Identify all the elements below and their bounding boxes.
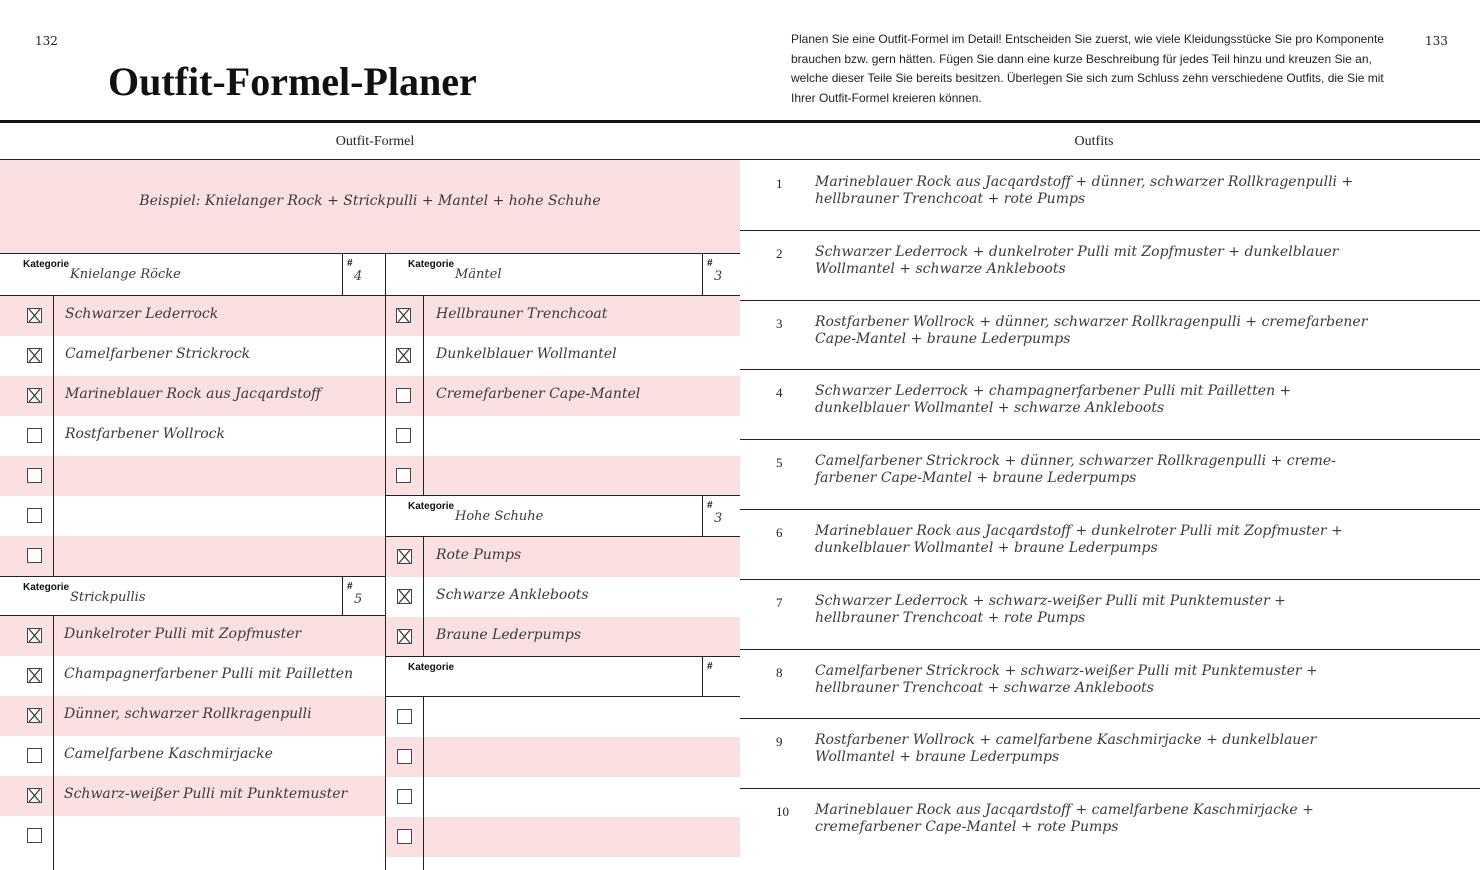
outfit-description-line[interactable]: Schwarzer Lederrock + dunkelroter Pulli mit Zopfmuster + dunkelblauer [815,243,1339,260]
category-count-divider [702,253,703,295]
item-row [0,656,385,696]
category-count-divider [342,253,343,295]
category-top-rule [0,253,385,254]
owned-checkbox[interactable] [27,788,42,803]
item-row [385,617,740,657]
category-label: Kategorie [23,259,70,270]
owned-checkbox[interactable] [397,789,412,804]
owned-checkbox[interactable] [397,549,412,564]
outfit-description-line[interactable]: farbener Cape-Mantel + braune Lederpumps [815,470,1137,487]
checkbox-divider [423,697,424,870]
intro-text: Planen Sie eine Outfit-Formel im Detail! Entscheiden Sie zuerst, wie viele Kleidungsstücke Sie pro Komponente brauchen bzw. gern hätten. Fügen Sie dann eine kurze Beschreibung für jedes Teil hinzu und kreuzen Sie an, welche dieser Teile Sie bereits besitzen. Überlegen Sie sich zum Schluss zehn verschiedene Outfits, die Sie mit Ihrer Outfit-Formel kreieren können. [791,32,1384,105]
item-description[interactable]: Dunkelblauer Wollmantel [436,346,617,362]
item-description[interactable]: Dünner, schwarzer Rollkragenpulli [64,706,312,722]
owned-checkbox[interactable] [27,548,42,563]
header-rule [0,120,1480,123]
item-row [0,616,385,656]
outfit-description-line[interactable]: Rostfarbener Wollrock + camelfarbene Kaschmirjacke + dunkelblauer [815,732,1317,749]
outfit-divider [740,509,1480,510]
owned-checkbox[interactable] [397,829,412,844]
item-row [385,376,740,416]
item-row [385,456,740,496]
category-count-divider [342,576,343,615]
outfit-number: 5 [776,455,783,471]
outfit-number: 1 [776,176,783,191]
owned-checkbox[interactable] [396,428,411,443]
item-description[interactable]: Hellbrauner Trenchcoat [436,306,608,322]
item-description[interactable]: Schwarzer Lederrock [65,306,219,322]
checkbox-divider [53,296,54,576]
outfit-divider [740,788,1480,789]
item-row [0,816,385,856]
item-row [385,697,740,737]
item-description[interactable]: Camelfarbene Kaschmirjacke [64,746,273,762]
outfit-description-line[interactable]: Wollmantel + schwarze Ankleboots [815,260,1066,277]
outfit-description-line[interactable]: Rostfarbener Wollrock + dünner, schwarzer Rollkragenpulli + cremefarbener [815,313,1368,330]
category-top-rule [385,656,740,657]
item-description[interactable]: Marineblauer Rock aus Jacqardstoff [65,386,322,402]
outfit-number: 4 [776,385,783,401]
owned-checkbox[interactable] [27,428,42,443]
category-count[interactable]: 5 [354,592,363,607]
checkbox-divider [53,616,54,870]
category-count[interactable]: 3 [714,511,723,526]
owned-checkbox[interactable] [27,828,42,843]
outfit-divider [740,649,1480,650]
outfit-description-line[interactable]: Camelfarbener Strickrock + dünner, schwarzer Rollkragenpulli + creme- [815,453,1336,470]
item-description[interactable]: Braune Lederpumps [436,627,582,643]
owned-checkbox[interactable] [27,348,42,363]
item-description[interactable]: Camelfarbener Strickrock [65,346,251,362]
item-description[interactable]: Champagnerfarbener Pulli mit Pailletten [64,666,354,682]
item-row [0,456,385,496]
owned-checkbox[interactable] [27,668,42,683]
item-row [385,537,740,577]
outfit-description-line[interactable]: Cape-Mantel + braune Lederpumps [815,330,1071,347]
outfit-description-line[interactable]: dunkelblauer Wollmantel + schwarze Ankleboots [815,400,1165,417]
item-description[interactable]: Rostfarbener Wollrock [65,426,225,442]
checkbox-divider [423,537,424,657]
outfit-description-line[interactable]: Schwarzer Lederrock + champagnerfarbener Pulli mit Pailletten + [815,383,1292,400]
owned-checkbox[interactable] [27,468,42,483]
outfit-number: 3 [776,315,783,331]
outfit-description-line[interactable]: Wollmantel + braune Lederpumps [815,749,1060,766]
category-top-rule [0,576,385,577]
count-label: # [707,661,713,672]
owned-checkbox[interactable] [27,708,42,723]
outfit-number: 6 [776,525,783,540]
owned-checkbox[interactable] [396,308,411,323]
item-row [0,736,385,776]
item-row [0,296,385,336]
category-name[interactable]: Hohe Schuhe [455,509,544,524]
outfit-description-line[interactable]: Marineblauer Rock aus Jacqardstoff + dünner, schwarzer Rollkragenpulli + [815,174,1354,190]
outfit-description-line[interactable]: Camelfarbener Strickrock + schwarz-weißer Pulli mit Punktemuster + [815,662,1318,679]
category-top-rule [385,253,740,254]
count-label: # [347,258,353,269]
category-name[interactable]: Strickpullis [70,590,146,605]
owned-checkbox[interactable] [27,508,42,523]
outfit-number: 9 [776,734,783,750]
outfit-divider [740,579,1480,580]
item-row [385,416,740,456]
outfit-description-line[interactable]: hellbrauner Trenchcoat + rote Pumps [815,191,1086,207]
outfit-number: 2 [776,245,783,261]
outfit-description-line[interactable]: Schwarzer Lederrock + schwarz-weißer Pulli mit Punktemuster + [815,592,1286,609]
page-number-right: 133 [1425,34,1448,48]
category-count[interactable]: 4 [354,269,363,284]
category-name[interactable]: Mäntel [455,267,502,282]
owned-checkbox[interactable] [396,388,411,403]
outfit-description-line[interactable]: Marineblauer Rock aus Jacqardstoff + camelfarbene Kaschmirjacke + [815,802,1314,819]
item-row [385,336,740,376]
item-description[interactable]: Rote Pumps [436,547,522,563]
category-label: Kategorie [408,501,455,512]
item-row [385,296,740,336]
owned-checkbox[interactable] [397,709,412,724]
item-description[interactable]: Schwarze Ankleboots [436,587,589,603]
item-row [0,336,385,376]
count-label: # [707,500,713,511]
category-label: Kategorie [408,259,455,270]
outfit-divider [740,369,1480,370]
item-row [0,696,385,736]
count-label: # [707,258,713,269]
item-row [0,776,385,816]
owned-checkbox[interactable] [397,629,412,644]
item-row [385,577,740,617]
item-row [0,536,385,576]
outfit-divider [740,439,1480,440]
category-count-divider [702,495,703,536]
outfit-number: 7 [776,594,783,610]
item-row [385,737,740,777]
checkbox-divider [423,296,424,496]
item-row [385,817,740,857]
outfit-description-line[interactable]: Marineblauer Rock aus Jacqardstoff + dunkelroter Pulli mit Zopfmuster + [815,523,1343,539]
item-row [0,416,385,456]
owned-checkbox[interactable] [27,308,42,323]
outfit-number: 10 [776,804,789,820]
outfit-formula-header: Outfit-Formel [335,134,415,149]
category-name[interactable]: Knielange Röcke [70,267,181,282]
category-top-rule [385,495,740,496]
owned-checkbox[interactable] [27,628,42,643]
item-row [0,376,385,416]
item-row [385,777,740,817]
column-divider [385,253,386,870]
outfits-header: Outfits [1074,134,1114,149]
item-description[interactable]: Cremefarbener Cape-Mantel [436,386,641,402]
page-number-left: 132 [35,34,58,48]
item-row [0,496,385,536]
owned-checkbox[interactable] [27,388,42,403]
outfit-divider [740,718,1480,719]
category-count[interactable]: 3 [714,269,723,284]
owned-checkbox[interactable] [397,589,412,604]
category-count-divider [702,656,703,696]
outfit-description-line[interactable]: hellbrauner Trenchcoat + rote Pumps [815,609,1086,626]
category-label: Kategorie [23,582,70,593]
outfit-description-line[interactable]: hellbrauner Trenchcoat + schwarze Ankleboots [815,679,1154,696]
item-description[interactable]: Dunkelroter Pulli mit Zopfmuster [64,626,302,642]
owned-checkbox[interactable] [396,348,411,363]
count-label: # [347,581,353,592]
example-formula[interactable]: Beispiel: Knielanger Rock + Strickpulli + Mantel + hohe Schuhe [139,193,601,209]
category-label: Kategorie [408,662,455,673]
owned-checkbox[interactable] [396,468,411,483]
outfit-divider [740,230,1480,231]
outfit-description-line[interactable]: cremefarbener Cape-Mantel + rote Pumps [815,819,1119,836]
item-description[interactable]: Schwarz-weißer Pulli mit Punktemuster [64,786,348,802]
owned-checkbox[interactable] [27,748,42,763]
owned-checkbox[interactable] [397,749,412,764]
outfit-divider [740,300,1480,301]
page-title: Outfit-Formel-Planer [108,59,477,104]
outfit-number: 8 [776,664,783,680]
outfit-description-line[interactable]: dunkelblauer Wollmantel + braune Lederpumps [815,540,1158,556]
